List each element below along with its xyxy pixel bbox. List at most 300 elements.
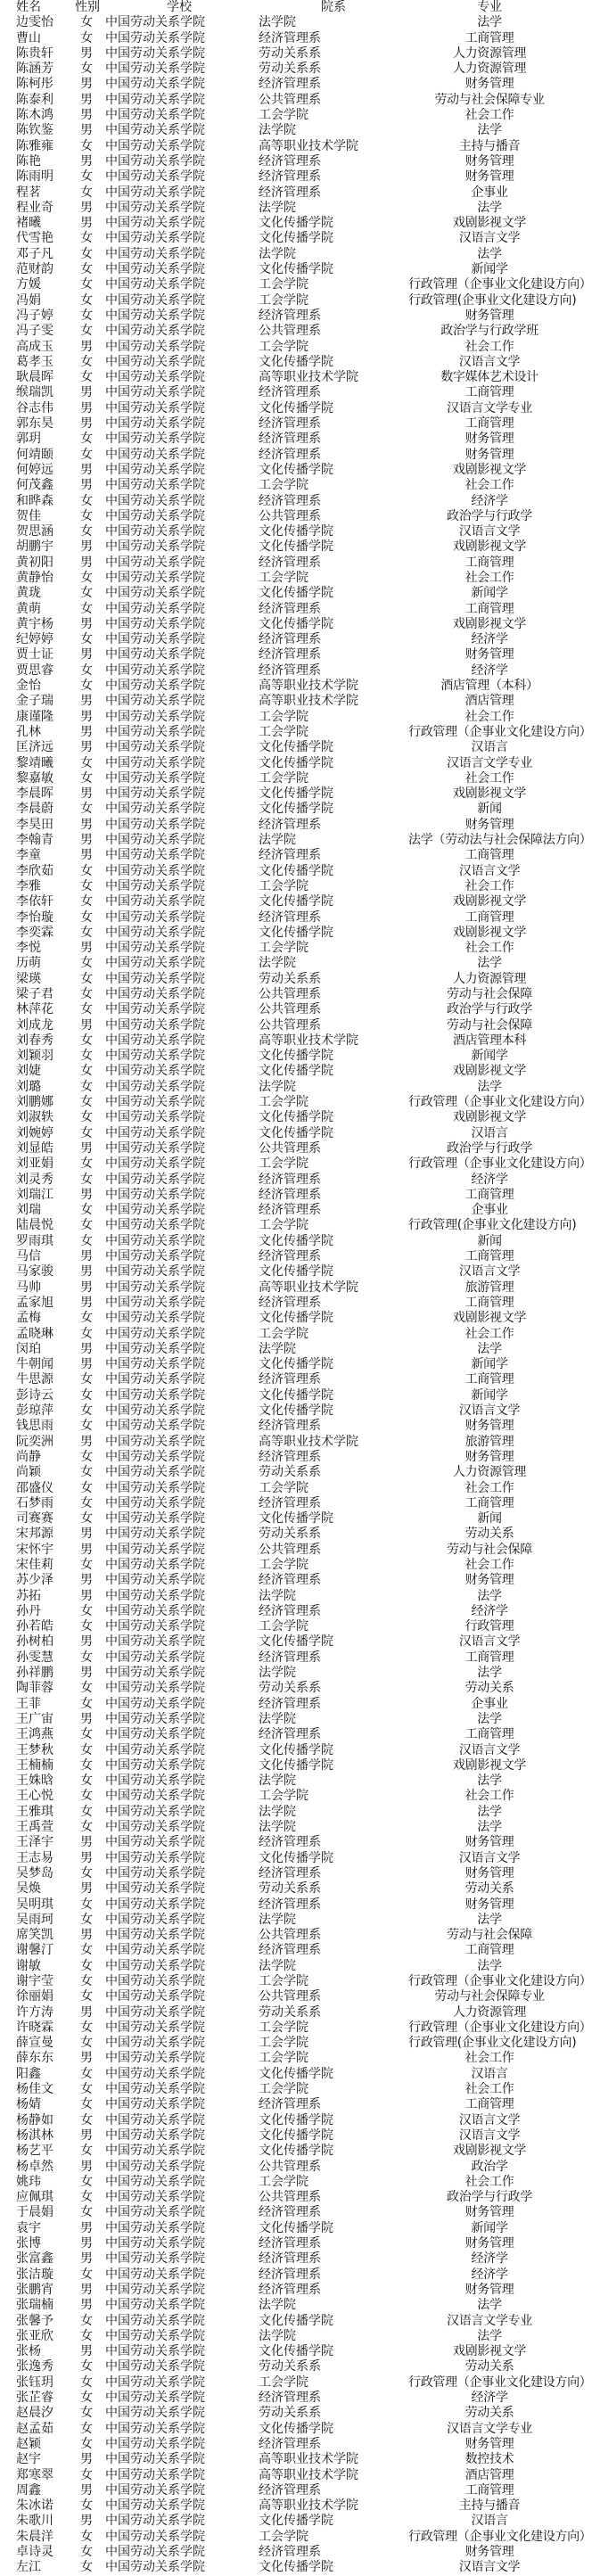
student-department: 劳动关系系 bbox=[259, 62, 321, 77]
student-gender: 女 bbox=[80, 1125, 93, 1140]
student-name: 孟家旭 bbox=[16, 1295, 53, 1310]
student-name: 刘璐 bbox=[16, 1079, 41, 1094]
student-department: 经济管理系 bbox=[259, 1650, 321, 1665]
student-name: 李雅 bbox=[16, 878, 41, 893]
student-name: 梁瑛 bbox=[16, 971, 41, 986]
table-row bbox=[0, 108, 571, 123]
student-name: 贺思涵 bbox=[16, 524, 53, 539]
table-row bbox=[0, 1064, 571, 1079]
table-row bbox=[0, 987, 571, 1002]
student-school: 中国劳动关系学院 bbox=[105, 2051, 205, 2066]
student-gender: 男 bbox=[80, 1249, 93, 1264]
student-school: 中国劳动关系学院 bbox=[105, 1527, 205, 1542]
student-gender: 女 bbox=[80, 2374, 93, 2390]
student-major: 新闻 bbox=[477, 802, 502, 817]
student-department: 高等职业技术学院 bbox=[259, 2452, 358, 2467]
student-major: 社会工作 bbox=[465, 878, 514, 893]
table-row bbox=[0, 2067, 571, 2082]
student-department: 公共管理系 bbox=[259, 324, 321, 339]
student-department: 文化传播学院 bbox=[259, 1357, 333, 1372]
table-row bbox=[0, 370, 571, 385]
student-major: 工商管理 bbox=[465, 1295, 514, 1310]
student-department: 经济管理系 bbox=[259, 2205, 321, 2220]
student-school: 中国劳动关系学院 bbox=[105, 833, 205, 848]
student-school: 中国劳动关系学院 bbox=[105, 786, 205, 802]
header-major: 专业 bbox=[477, 0, 502, 14]
student-major: 行政管理(企事业文化建设方向) bbox=[408, 2036, 577, 2051]
student-major: 劳动与社会保障专业 bbox=[434, 1989, 545, 2004]
table-row bbox=[0, 1342, 571, 1357]
student-name: 李晨蔚 bbox=[16, 802, 53, 817]
student-major: 财务管理 bbox=[465, 169, 514, 185]
student-gender: 男 bbox=[80, 1573, 93, 1588]
student-school: 中国劳动关系学院 bbox=[105, 2467, 205, 2482]
student-name: 冯子婷 bbox=[16, 308, 53, 323]
student-gender: 女 bbox=[80, 1064, 93, 1079]
student-gender: 女 bbox=[80, 169, 93, 185]
student-gender: 女 bbox=[80, 2467, 93, 2482]
student-major: 行政管理（企事业文化建设方向） bbox=[408, 2020, 592, 2035]
student-school: 中国劳动关系学院 bbox=[105, 1835, 205, 1850]
student-school: 中国劳动关系学院 bbox=[105, 1110, 205, 1125]
table-row bbox=[0, 1311, 571, 1326]
student-name: 孙丹 bbox=[16, 1603, 41, 1618]
table-row bbox=[0, 1743, 571, 1758]
student-department: 法学院 bbox=[259, 200, 296, 215]
student-major: 社会工作 bbox=[465, 478, 514, 493]
student-name: 黄萌 bbox=[16, 601, 41, 616]
student-gender: 女 bbox=[80, 1603, 93, 1618]
student-department: 经济管理系 bbox=[259, 1865, 321, 1881]
student-name: 杨卓然 bbox=[16, 2159, 53, 2174]
student-gender: 女 bbox=[80, 2066, 93, 2081]
student-gender: 女 bbox=[80, 2174, 93, 2189]
student-major: 法学 bbox=[477, 1666, 502, 1681]
student-name: 金怡 bbox=[16, 679, 41, 694]
student-name: 姚玮 bbox=[16, 2174, 41, 2189]
table-row bbox=[0, 586, 571, 601]
student-department: 文化传播学院 bbox=[259, 786, 333, 802]
student-name: 张瑞楠 bbox=[16, 2298, 53, 2313]
student-name: 郭玥 bbox=[16, 432, 41, 447]
student-school: 中国劳动关系学院 bbox=[105, 770, 205, 786]
table-row bbox=[0, 2236, 571, 2251]
student-gender: 男 bbox=[80, 416, 93, 432]
student-name: 苏少泽 bbox=[16, 1573, 53, 1588]
student-department: 工会学院 bbox=[259, 1557, 308, 1572]
student-name: 张逸秀 bbox=[16, 2359, 53, 2374]
student-school: 中国劳动关系学院 bbox=[105, 1033, 205, 1048]
student-major: 劳动关系 bbox=[465, 1681, 514, 1696]
student-department: 工会学院 bbox=[259, 2082, 308, 2097]
student-school: 中国劳动关系学院 bbox=[105, 2082, 205, 2097]
student-name: 耿晨晖 bbox=[16, 370, 53, 385]
student-department: 经济管理系 bbox=[259, 1897, 321, 1912]
student-name: 李晨晖 bbox=[16, 786, 53, 802]
student-gender: 女 bbox=[80, 770, 93, 786]
student-school: 中国劳动关系学院 bbox=[105, 1804, 205, 1819]
student-gender: 男 bbox=[80, 2514, 93, 2529]
student-name: 李依轩 bbox=[16, 894, 53, 909]
student-major: 法学 bbox=[477, 1774, 502, 1789]
student-gender: 女 bbox=[80, 2144, 93, 2159]
student-major: 经济学 bbox=[471, 2267, 508, 2282]
student-major: 工商管理 bbox=[465, 601, 514, 616]
student-school: 中国劳动关系学院 bbox=[105, 324, 205, 339]
student-school: 中国劳动关系学院 bbox=[105, 2436, 205, 2451]
student-gender: 男 bbox=[80, 1588, 93, 1603]
student-department: 工会学院 bbox=[259, 570, 308, 585]
student-department: 经济管理系 bbox=[259, 632, 321, 647]
student-major: 戏剧影视文学 bbox=[452, 894, 527, 909]
student-school: 中国劳动关系学院 bbox=[105, 956, 205, 971]
student-school: 中国劳动关系学院 bbox=[105, 1958, 205, 1973]
student-gender: 女 bbox=[80, 1958, 93, 1973]
student-school: 中国劳动关系学院 bbox=[105, 1666, 205, 1681]
table-row bbox=[0, 1450, 571, 1465]
student-name: 黎靖曦 bbox=[16, 755, 53, 770]
student-gender: 女 bbox=[80, 1619, 93, 1634]
student-major: 戏剧影视文学 bbox=[452, 462, 527, 477]
table-row bbox=[0, 292, 577, 309]
table-row bbox=[0, 2097, 571, 2112]
student-department: 文化传播学院 bbox=[259, 1511, 333, 1527]
table-row bbox=[0, 1758, 571, 1774]
student-school: 中国劳动关系学院 bbox=[105, 2159, 205, 2174]
student-school: 中国劳动关系学院 bbox=[105, 231, 205, 246]
student-school: 中国劳动关系学院 bbox=[105, 1387, 205, 1403]
student-major: 法学 bbox=[477, 123, 502, 138]
student-school: 中国劳动关系学院 bbox=[105, 1542, 205, 1557]
student-school: 中国劳动关系学院 bbox=[105, 2344, 205, 2359]
student-gender: 女 bbox=[80, 2529, 93, 2544]
student-school: 中国劳动关系学院 bbox=[105, 570, 205, 585]
student-name: 王泽宇 bbox=[16, 1835, 53, 1850]
student-department: 经济管理系 bbox=[259, 1603, 321, 1618]
student-gender: 女 bbox=[80, 2020, 93, 2035]
student-major: 财务管理 bbox=[465, 153, 514, 169]
student-name: 历萌 bbox=[16, 956, 41, 971]
student-name: 杨艺平 bbox=[16, 2144, 53, 2159]
table-row bbox=[0, 2406, 571, 2421]
student-name: 孔林 bbox=[16, 724, 41, 739]
table-row bbox=[0, 1188, 571, 1203]
student-department: 经济管理系 bbox=[259, 848, 321, 863]
student-department: 经济管理系 bbox=[259, 2097, 321, 2112]
table-row bbox=[0, 340, 571, 355]
table-row bbox=[0, 756, 571, 771]
student-department: 经济管理系 bbox=[259, 1295, 321, 1310]
student-name: 阳鑫 bbox=[16, 2066, 41, 2081]
student-major: 工商管理 bbox=[465, 385, 514, 400]
student-school: 中国劳动关系学院 bbox=[105, 1634, 205, 1650]
student-school: 中国劳动关系学院 bbox=[105, 1588, 205, 1603]
student-gender: 女 bbox=[80, 863, 93, 878]
student-department: 工会学院 bbox=[259, 108, 308, 123]
student-school: 中国劳动关系学院 bbox=[105, 1573, 205, 1588]
student-department: 劳动关系系 bbox=[259, 971, 321, 986]
student-school: 中国劳动关系学院 bbox=[105, 632, 205, 647]
student-major: 新闻学 bbox=[471, 1387, 508, 1403]
student-major: 法学 bbox=[477, 1804, 502, 1819]
student-gender: 男 bbox=[80, 709, 93, 724]
student-school: 中国劳动关系学院 bbox=[105, 1156, 205, 1172]
student-name: 赵宇 bbox=[16, 2452, 41, 2467]
student-name: 杨婧 bbox=[16, 2097, 41, 2112]
table-row bbox=[0, 740, 571, 755]
student-major: 经济学 bbox=[471, 2391, 508, 2406]
student-school: 中国劳动关系学院 bbox=[105, 1002, 205, 1017]
student-gender: 女 bbox=[80, 231, 93, 246]
table-row bbox=[0, 169, 571, 185]
student-school: 中国劳动关系学院 bbox=[105, 2205, 205, 2220]
student-school: 中国劳动关系学院 bbox=[105, 2374, 205, 2390]
student-gender: 女 bbox=[80, 2190, 93, 2205]
table-row bbox=[0, 910, 571, 926]
student-department: 劳动关系系 bbox=[259, 1681, 321, 1696]
student-major: 社会工作 bbox=[465, 2082, 514, 2097]
student-gender: 男 bbox=[80, 2051, 93, 2066]
table-row bbox=[0, 1835, 571, 1850]
student-name: 谷志伟 bbox=[16, 400, 53, 416]
student-major: 工商管理 bbox=[465, 1187, 514, 1202]
student-school: 中国劳动关系学院 bbox=[105, 2066, 205, 2081]
student-gender: 男 bbox=[80, 1017, 93, 1033]
table-row bbox=[0, 1203, 571, 1218]
student-school: 中国劳动关系学院 bbox=[105, 1727, 205, 1742]
student-major: 财务管理 bbox=[465, 2282, 514, 2297]
student-major: 劳动与社会保障 bbox=[447, 987, 532, 1001]
student-department: 文化传播学院 bbox=[259, 2344, 333, 2359]
table-row bbox=[0, 524, 571, 539]
table-row bbox=[0, 1218, 577, 1233]
student-school: 中国劳动关系学院 bbox=[105, 416, 205, 432]
student-major: 政治学与行政学 bbox=[447, 2190, 532, 2205]
table-row bbox=[0, 401, 571, 416]
student-gender: 女 bbox=[80, 1897, 93, 1912]
student-major: 工商管理 bbox=[465, 909, 514, 925]
student-name: 朱冰诺 bbox=[16, 2498, 53, 2514]
student-gender: 男 bbox=[80, 786, 93, 802]
table-row bbox=[0, 201, 571, 216]
table-row bbox=[0, 1650, 571, 1666]
student-school: 中国劳动关系学院 bbox=[105, 277, 205, 292]
student-name: 吴梦岛 bbox=[16, 1865, 53, 1881]
student-department: 法学院 bbox=[259, 1774, 296, 1789]
student-major: 数控技术 bbox=[465, 2452, 514, 2467]
student-name: 赵孟茹 bbox=[16, 2421, 53, 2436]
student-major: 财务管理 bbox=[465, 77, 514, 92]
student-department: 文化传播学院 bbox=[259, 539, 333, 555]
student-school: 中国劳动关系学院 bbox=[105, 1079, 205, 1094]
student-school: 中国劳动关系学院 bbox=[105, 1465, 205, 1480]
student-major: 行政管理（企事业文化建设方向） bbox=[408, 1974, 592, 1988]
student-gender: 女 bbox=[80, 2205, 93, 2220]
student-gender: 女 bbox=[80, 878, 93, 893]
student-department: 法学院 bbox=[259, 123, 296, 138]
table-row bbox=[0, 1388, 571, 1403]
student-gender: 男 bbox=[80, 1187, 93, 1202]
student-department: 劳动关系系 bbox=[259, 2359, 321, 2374]
student-name: 郑寒翠 bbox=[16, 2467, 53, 2482]
student-department: 经济管理系 bbox=[259, 817, 321, 832]
student-gender: 女 bbox=[80, 432, 93, 447]
table-row bbox=[0, 2329, 571, 2344]
student-major: 汉语言文学 bbox=[458, 1850, 521, 1865]
student-school: 中国劳动关系学院 bbox=[105, 848, 205, 863]
student-school: 中国劳动关系学院 bbox=[105, 45, 205, 61]
student-gender: 男 bbox=[80, 2452, 93, 2467]
student-gender: 男 bbox=[80, 647, 93, 663]
table-row bbox=[0, 1712, 571, 1727]
student-name: 张富鑫 bbox=[16, 2251, 53, 2267]
student-major: 法学 bbox=[477, 1079, 502, 1094]
student-major: 经济学 bbox=[471, 1172, 508, 1187]
student-school: 中国劳动关系学院 bbox=[105, 1249, 205, 1264]
student-school: 中国劳动关系学院 bbox=[105, 2282, 205, 2297]
student-major: 法学 bbox=[477, 1912, 502, 1927]
student-name: 吴焕 bbox=[16, 1881, 41, 1897]
student-department: 高等职业技术学院 bbox=[259, 1280, 358, 1295]
table-row bbox=[0, 1573, 571, 1588]
student-name: 牛思源 bbox=[16, 1372, 53, 1387]
table-row bbox=[0, 1634, 571, 1650]
table-row bbox=[0, 2221, 571, 2236]
student-gender: 男 bbox=[80, 123, 93, 138]
student-school: 中国劳动关系学院 bbox=[105, 1974, 205, 1988]
student-name: 张博 bbox=[16, 2236, 41, 2251]
student-department: 经济管理系 bbox=[259, 77, 321, 92]
student-school: 中国劳动关系学院 bbox=[105, 2452, 205, 2467]
student-school: 中国劳动关系学院 bbox=[105, 1049, 205, 1064]
table-row bbox=[0, 1296, 571, 1311]
student-major: 劳动与社会保障 bbox=[447, 1542, 532, 1557]
student-gender: 男 bbox=[80, 45, 93, 61]
student-major: 汉语言文学 bbox=[458, 524, 521, 539]
student-school: 中国劳动关系学院 bbox=[105, 941, 205, 956]
student-school: 中国劳动关系学院 bbox=[105, 1017, 205, 1033]
student-school: 中国劳动关系学院 bbox=[105, 447, 205, 462]
student-gender: 女 bbox=[80, 324, 93, 339]
student-school: 中国劳动关系学院 bbox=[105, 1203, 205, 1218]
student-major: 社会工作 bbox=[465, 770, 514, 786]
table-row bbox=[0, 1403, 571, 1419]
student-school: 中国劳动关系学院 bbox=[105, 1419, 205, 1434]
student-name: 马信 bbox=[16, 1249, 41, 1264]
student-school: 中国劳动关系学院 bbox=[105, 1233, 205, 1248]
student-name: 何婷远 bbox=[16, 462, 53, 477]
student-major: 旅游管理 bbox=[465, 1280, 514, 1295]
student-gender: 男 bbox=[80, 1264, 93, 1280]
student-name: 吴明琪 bbox=[16, 1897, 53, 1912]
student-school: 中国劳动关系学院 bbox=[105, 2127, 205, 2143]
student-department: 法学院 bbox=[259, 1079, 296, 1094]
student-gender: 男 bbox=[80, 2282, 93, 2297]
student-major: 经济学 bbox=[471, 2251, 508, 2267]
student-school: 中国劳动关系学院 bbox=[105, 524, 205, 539]
student-major: 法学 bbox=[477, 1588, 502, 1603]
table-row bbox=[0, 2422, 571, 2437]
student-major: 政治学与行政学班 bbox=[440, 324, 539, 339]
student-major: 财务管理 bbox=[465, 1573, 514, 1588]
student-department: 经济管理系 bbox=[259, 1573, 321, 1588]
student-major: 社会工作 bbox=[465, 709, 514, 724]
student-school: 中国劳动关系学院 bbox=[105, 2514, 205, 2529]
student-name: 谢宇莹 bbox=[16, 1974, 53, 1988]
student-major: 财务管理 bbox=[465, 1419, 514, 1434]
student-school: 中国劳动关系学院 bbox=[105, 1187, 205, 1202]
student-major: 汉语言文学 bbox=[458, 231, 521, 246]
student-gender: 女 bbox=[80, 1727, 93, 1742]
table-row bbox=[0, 1527, 571, 1542]
student-name: 刘春秀 bbox=[16, 1033, 53, 1048]
student-name: 石梦雨 bbox=[16, 1495, 53, 1510]
student-major: 工商管理 bbox=[465, 30, 514, 45]
student-gender: 女 bbox=[80, 508, 93, 523]
student-major: 戏剧影视文学 bbox=[452, 1110, 527, 1125]
student-school: 中国劳动关系学院 bbox=[105, 1757, 205, 1773]
student-name: 尚颖 bbox=[16, 1465, 41, 1480]
student-department: 高等职业技术学院 bbox=[259, 370, 358, 385]
student-gender: 女 bbox=[80, 1465, 93, 1480]
student-school: 中国劳动关系学院 bbox=[105, 1789, 205, 1804]
student-name: 许晓霖 bbox=[16, 2020, 53, 2035]
student-gender: 女 bbox=[80, 1233, 93, 1248]
student-gender: 女 bbox=[80, 909, 93, 925]
student-major: 政治学与行政学 bbox=[447, 1002, 532, 1017]
student-name: 刘淑轶 bbox=[16, 1110, 53, 1125]
table-row bbox=[0, 2529, 592, 2545]
student-school: 中国劳动关系学院 bbox=[105, 308, 205, 323]
student-school: 中国劳动关系学院 bbox=[105, 432, 205, 447]
student-department: 公共管理系 bbox=[259, 2190, 321, 2205]
student-major: 劳动关系 bbox=[465, 1881, 514, 1897]
student-major: 行政管理（企事业文化建设方向） bbox=[408, 724, 592, 739]
table-row bbox=[0, 1789, 571, 1804]
table-row bbox=[0, 1727, 571, 1742]
student-gender: 男 bbox=[80, 2220, 93, 2235]
student-school: 中国劳动关系学院 bbox=[105, 462, 205, 477]
table-row bbox=[0, 62, 571, 77]
student-major: 数字媒体艺术设计 bbox=[440, 370, 539, 385]
student-gender: 男 bbox=[80, 2482, 93, 2498]
student-school: 中国劳动关系学院 bbox=[105, 2529, 205, 2544]
student-department: 法学院 bbox=[259, 833, 296, 848]
student-school: 中国劳动关系学院 bbox=[105, 339, 205, 354]
table-row bbox=[0, 185, 571, 201]
student-department: 法学院 bbox=[259, 1958, 296, 1973]
student-major: 酒店管理（本科） bbox=[440, 679, 539, 694]
student-name: 刘成龙 bbox=[16, 1017, 53, 1033]
student-school: 中国劳动关系学院 bbox=[105, 1912, 205, 1927]
student-school: 中国劳动关系学院 bbox=[105, 1341, 205, 1356]
student-school: 中国劳动关系学院 bbox=[105, 586, 205, 601]
student-department: 劳动关系系 bbox=[259, 1465, 321, 1480]
student-major: 法学 bbox=[477, 2298, 502, 2313]
table-row bbox=[0, 448, 571, 463]
table-row bbox=[0, 123, 571, 138]
student-department: 文化传播学院 bbox=[259, 1110, 333, 1125]
student-school: 中国劳动关系学院 bbox=[105, 925, 205, 940]
student-gender: 女 bbox=[80, 755, 93, 770]
table-row bbox=[0, 1496, 571, 1511]
student-school: 中国劳动关系学院 bbox=[105, 2020, 205, 2035]
student-name: 杨佳文 bbox=[16, 2082, 53, 2097]
student-school: 中国劳动关系学院 bbox=[105, 802, 205, 817]
student-department: 文化传播学院 bbox=[259, 1311, 333, 1326]
student-name: 陈雅雍 bbox=[16, 138, 53, 153]
student-department: 文化传播学院 bbox=[259, 1264, 333, 1280]
